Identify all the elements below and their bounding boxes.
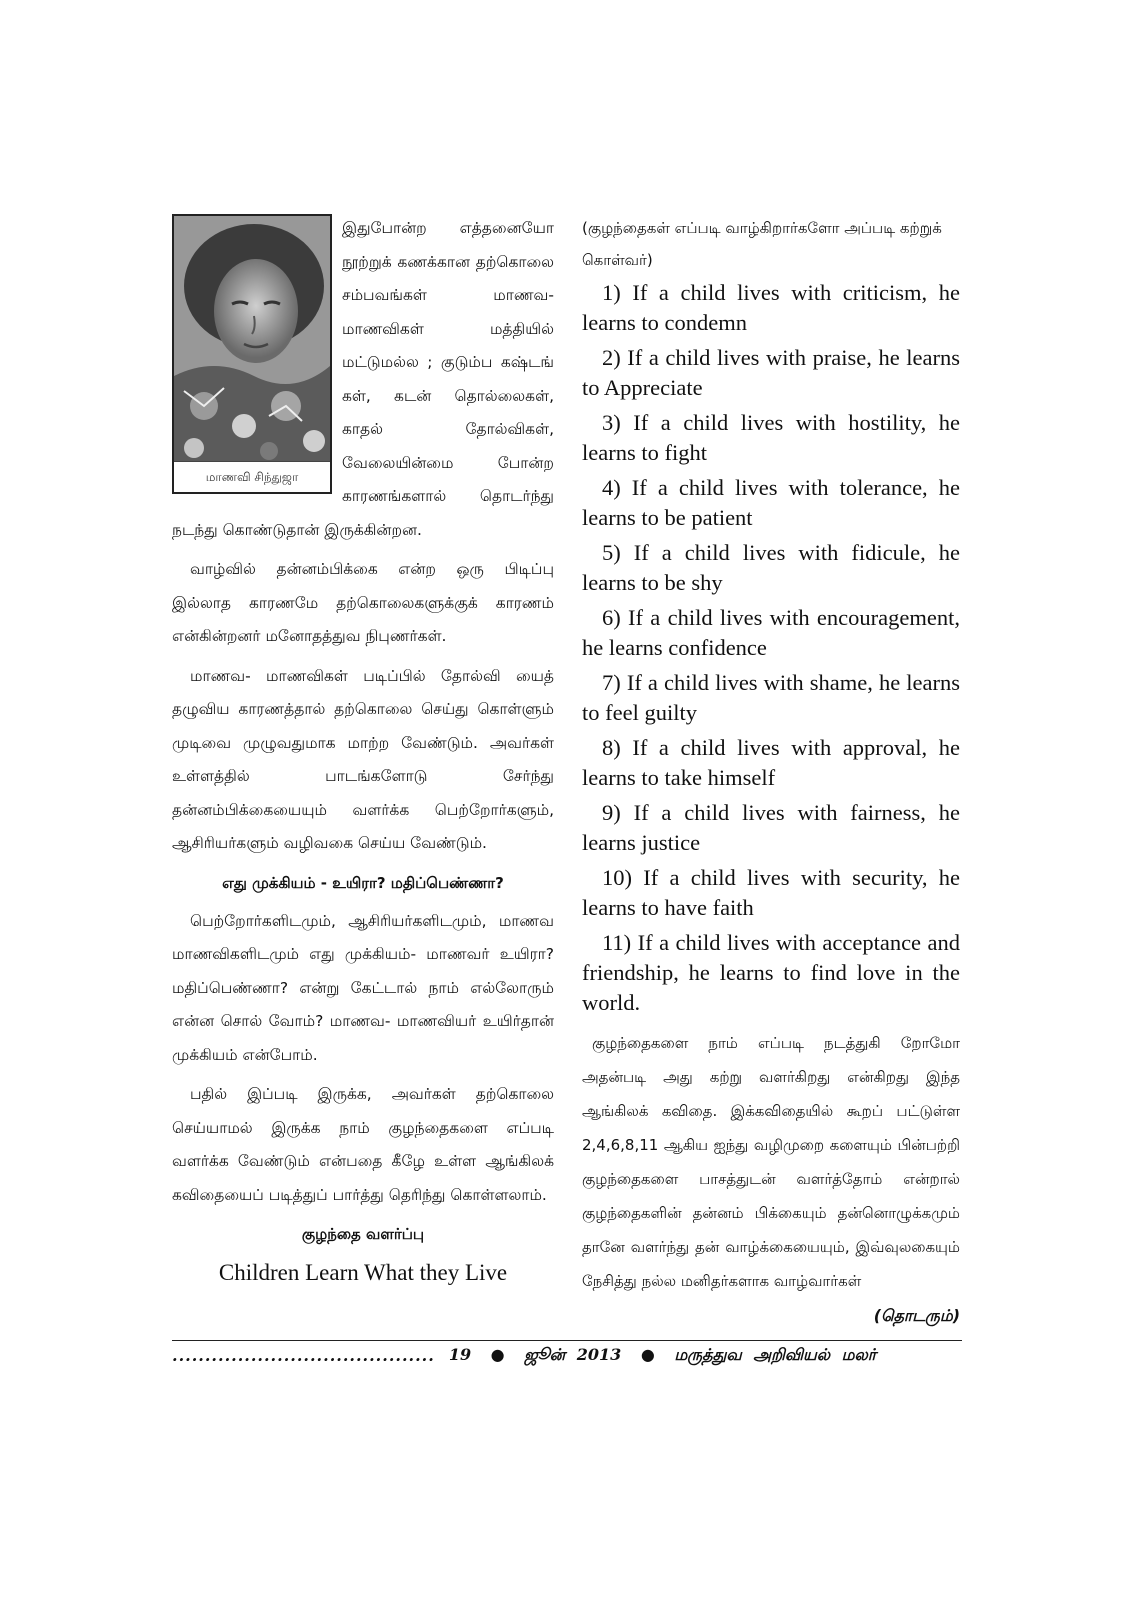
magazine-name: மருத்துவ அறிவியல் மலர் [674, 1344, 877, 1364]
poem-line: 8) If a child lives with approval, he learns to take himself [582, 735, 960, 790]
closing-paragraph: குழந்தைகளை நாம் எப்படி நடத்துகி றோமோ அதன்படி அது கற்று வளர்கிறது என்கிறது இந்த ஆங்கிலக் கவிதை. இக்கவிதையில் கூறப் பட்டுள்ள 2,4,6,8,11 ஆகிய ஐந்து வழிமுறை களையும் பின்பற்றி குழந்தைகளை பாசத்துடன் வளர்த்தோம் என்றால் குழந்தைகளின் தன்னம் பிக்கையும் தன்னொழுக்கமும் தானே வளர்ந்து தன் வாழ்க்கையையும், இவ்வுலகையும் நேசித்து நல்ல மனிதர்களாக வாழ்வார்கள் [582, 1034, 960, 1290]
issue-date: ஜூன் 2013 [524, 1344, 622, 1364]
intro-paragraph: இதுபோன்ற எத்தனையோ நூற்றுக் கணக்கான தற்கொலை சம்பவங்கள் மாணவ- மாணவிகள் மத்தியில் மட்டுமல்ல ; குடும்ப கஷ்டங் கள், கடன் தொல்லைகள், காதல் தோல்விகள், வேலையின்மை போன்ற காரணங்களால் தொடர்ந்து நடந்து கொண்டுதான் இருக்கின்றன. [172, 219, 554, 539]
poem-line: 11) If a child lives with acceptance and friendship, he learns to find love in the world. [582, 930, 960, 1015]
paragraph-answer: பதில் இப்படி இருக்க, அவர்கள் தற்கொலை செய்யாமல் இருக்க நாம் குழந்தைகளை எப்படி வளர்க்க வேண்டும் என்பதை கீழே உள்ள ஆங்கிலக் கவிதையைப் படித்துப் பார்த்து தெரிந்து கொள்ளலாம். [172, 1085, 554, 1204]
page-footer [172, 1342, 962, 1368]
poem-line: 7) If a child lives with shame, he learns to feel guilty [582, 670, 960, 725]
poem-heading-tamil: குழந்தை வளர்ப்பு [301, 1225, 425, 1243]
page-number: 19 [448, 1344, 472, 1364]
poem-line: 9) If a child lives with fairness, he learns justice [582, 800, 960, 855]
footer-info [449, 1345, 876, 1366]
footer-rule [172, 1340, 962, 1341]
poem-line: 4) If a child lives with tolerance, he learns to be patient [582, 475, 960, 530]
portrait-image [174, 216, 330, 462]
poem-heading-english: Children Learn What they Live [218, 1260, 508, 1285]
poem-line: 6) If a child lives with encouragement, he learns confidence [582, 605, 960, 660]
paragraph-question: பெற்றோர்களிடமும், ஆசிரியர்களிடமும், மாணவ மாணவிகளிடமும் எது முக்கியம்- மாணவர் உயிரா? மதிப்பெண்ணா? என்று கேட்டால் நாம் எல்லோரும் என்ன சொல் வோம்? மாணவ- மாணவியர் உயிர்தான் முக்கியம் என்போம். [172, 911, 554, 1064]
footer-dots: ........................................ [172, 1345, 435, 1365]
paragraph-students: மாணவ- மாணவிகள் படிப்பில் தோல்வி யைத் தழுவிய காரணத்தால் தற்கொலை செய்து கொள்ளும் முடிவை முழுவதுமாக மாற்ற வேண்டும். அவர்கள் உள்ளத்தில் பாடங்களோடு சேர்ந்து தன்னம்பிக்கையையும் வளர்க்க பெற்றோர்களும், ஆசிரியர்களும் வழிவகை செய்ய வேண்டும். [172, 666, 554, 852]
poem-line: 10) If a child lives with security, he learns to have faith [582, 865, 960, 920]
bullet-icon: ● [490, 1344, 505, 1364]
left-column [172, 212, 554, 1290]
paragraph-confidence: வாழ்வில் தன்னம்பிக்கை என்ற ஒரு பிடிப்பு இல்லாத காரணமே தற்கொலைகளுக்குக் காரணம் என்கின்றனர் மனோதத்துவ நிபுணர்கள். [172, 560, 554, 645]
bullet-icon: ● [640, 1344, 655, 1364]
section-subheading: எது முக்கியம் - உயிரா? மதிப்பெண்ணா? [222, 873, 504, 892]
continued-label: (தொடரும்) [873, 1306, 960, 1325]
poem-line: 5) If a child lives with fidicule, he learns to be shy [582, 540, 960, 595]
right-column [582, 212, 960, 1327]
poem-line: 3) If a child lives with hostility, he learns to fight [582, 410, 960, 465]
photo-caption: மாணவி சிந்துஜா [174, 461, 330, 492]
poem-line: 1) If a child lives with criticism, he learns to condemn [582, 280, 960, 335]
student-photo [172, 214, 332, 494]
poem-line: 2) If a child lives with praise, he learns to Appreciate [582, 345, 960, 400]
poem-preface: (குழந்தைகள் எப்படி வாழ்கிறார்களோ அப்படி கற்றுக் கொள்வர்) [582, 219, 942, 269]
